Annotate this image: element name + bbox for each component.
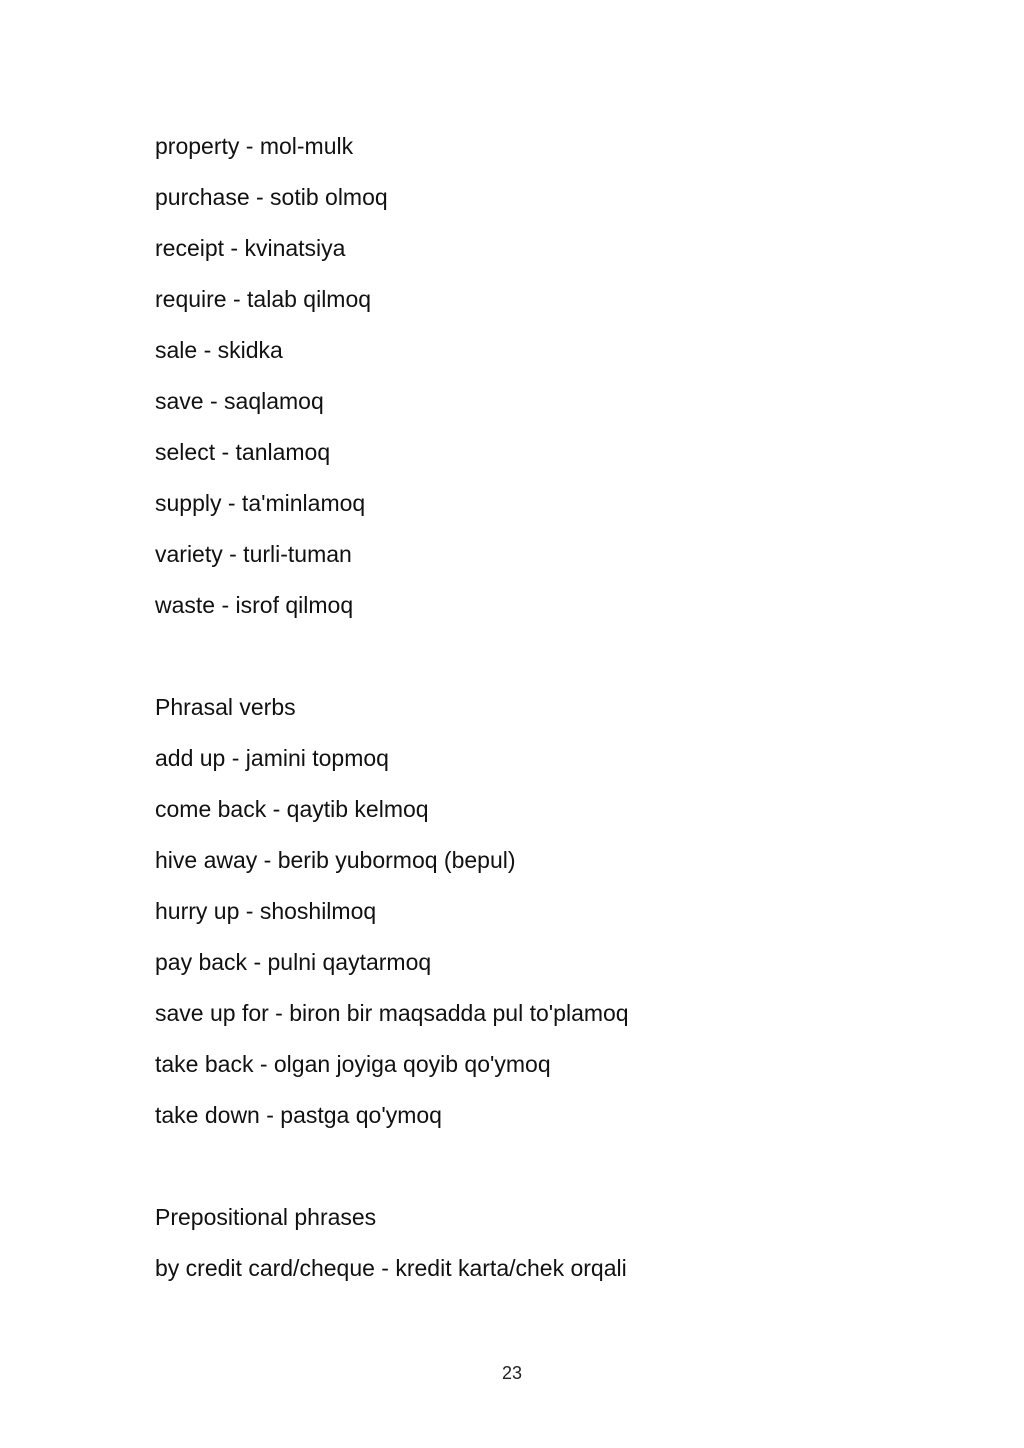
phrasal-verb-item: hurry up - shoshilmoq [155,898,377,924]
phrasal-verb-item: pay back - pulni qaytarmoq [155,949,432,975]
vocabulary-item: receipt - kvinatsiya [155,235,346,261]
phrasal-verb-item: add up - jamini topmoq [155,745,389,771]
phrasal-verb-item: hive away - berib yubormoq (bepul) [155,847,516,873]
vocabulary-item: save - saqlamoq [155,388,324,414]
section-spacer [155,1141,935,1192]
phrasal-verb-item: take down - pastga qo'ymoq [155,1102,442,1128]
prepositional-phrase-item: by credit card/cheque - kredit karta/chek orqali [155,1255,627,1281]
vocabulary-item: supply - ta'minlamoq [155,490,366,516]
phrasal-verbs-heading: Phrasal verbs [155,694,296,720]
prepositional-phrases-heading: Prepositional phrases [155,1204,377,1230]
vocabulary-item: select - tanlamoq [155,439,331,465]
phrasal-verb-item: come back - qaytib kelmoq [155,796,429,822]
vocabulary-item: property - mol-mulk [155,133,354,159]
page-content [155,121,935,1294]
phrasal-verb-item: save up for - biron bir maqsadda pul to'plamoq [155,1000,629,1026]
phrasal-verb-item: take back - olgan joyiga qoyib qo'ymoq [155,1051,551,1077]
section-spacer [155,631,935,682]
vocabulary-item: waste - isrof qilmoq [155,592,354,618]
vocabulary-item: purchase - sotib olmoq [155,184,388,210]
vocabulary-item: require - talab qilmoq [155,286,372,312]
vocabulary-item: sale - skidka [155,337,283,363]
vocabulary-item: variety - turli-tuman [155,541,352,567]
page-number: 23 [501,1363,523,1383]
